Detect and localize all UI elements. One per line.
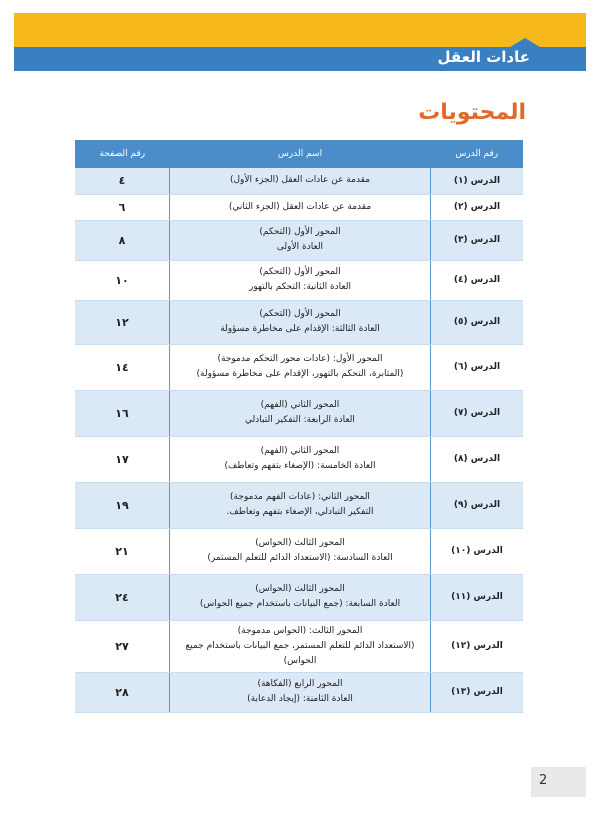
header-banner	[0, 0, 600, 75]
lesson-name-line: المحور الثاني (الفهم)	[260, 446, 340, 456]
table-row	[75, 436, 523, 482]
page-number-cell: ٦	[75, 194, 170, 220]
lesson-name-line: العادة الخامسة: (الإصغاء بتفهم وتعاطف)	[224, 461, 376, 471]
header-lesson-name: اسم الدرس	[170, 140, 431, 168]
page-number-box	[531, 767, 586, 797]
page-number-cell: ١٠	[75, 260, 170, 300]
lesson-name-line: المحور الأول (التحكم)	[259, 309, 341, 319]
table-row	[75, 168, 523, 194]
lesson-name-line: المحور الثالث: (الحواس مدموجة)	[237, 625, 363, 636]
lesson-number-cell: الدرس (٩)	[431, 482, 524, 528]
table-row	[75, 344, 523, 390]
page-number-cell: ١٢	[75, 300, 170, 344]
lesson-name-line: العادة الأولى	[276, 242, 324, 252]
lesson-name-line: العادة السادسة: (الاستعداد الدائم للتعلم المستمر)	[207, 553, 393, 563]
lesson-number-cell: الدرس (٧)	[431, 390, 524, 436]
lesson-name-line: الحواس)	[283, 655, 317, 666]
lesson-name-line: العادة الثالثة: الإقدام على مخاطرة مسؤولة	[220, 324, 380, 334]
page-number-cell: ١٦	[75, 390, 170, 436]
table-row	[75, 528, 523, 574]
table-body	[75, 168, 523, 712]
page-number-cell: ١٧	[75, 436, 170, 482]
table-row	[75, 220, 523, 260]
lesson-name-line: مقدمة عن عادات العقل (الجزء الأول)	[229, 175, 371, 186]
lesson-name-line: العادة الرابعة: التفكير التبادلي	[245, 415, 355, 425]
lesson-name-line: العادة الثانية: التحكم بالتهور	[249, 282, 351, 292]
page-number-cell: ٨	[75, 220, 170, 260]
page-number-cell: ٢٤	[75, 574, 170, 620]
page-number-cell: ٢١	[75, 528, 170, 574]
page-number: 2	[539, 773, 548, 788]
page-number-cell: ١٤	[75, 344, 170, 390]
lesson-name-cell	[170, 344, 431, 390]
header-yellow-bar	[14, 13, 586, 47]
lesson-name-line: المحور الثاني (الفهم)	[260, 400, 340, 410]
lesson-number-cell: الدرس (١٢)	[431, 620, 524, 672]
lesson-number-cell: الدرس (٨)	[431, 436, 524, 482]
lesson-name-cell	[170, 168, 431, 194]
lesson-number-cell: الدرس (٥)	[431, 300, 524, 344]
lesson-name-cell	[170, 220, 431, 260]
table-row	[75, 482, 523, 528]
lesson-name-line: العادة الثامنة: (إيجاد الدعابة)	[247, 694, 353, 704]
lesson-name-cell	[170, 528, 431, 574]
table-row	[75, 390, 523, 436]
lesson-name-cell	[170, 436, 431, 482]
lesson-number-cell: الدرس (١)	[431, 168, 524, 194]
lesson-number-cell: الدرس (٣)	[431, 220, 524, 260]
header-title: عادات العقل	[437, 48, 530, 66]
lesson-number-cell: الدرس (١١)	[431, 574, 524, 620]
lesson-name-cell	[170, 574, 431, 620]
table-row	[75, 194, 523, 220]
lesson-name-line: (الاستعداد الدائم للتعلم المستمر، جمع البيانات باستخدام جميع	[185, 640, 415, 651]
table-header-row	[75, 140, 523, 168]
table-row	[75, 260, 523, 300]
page-number-cell: ٢٧	[75, 620, 170, 672]
lesson-number-cell: الدرس (٤)	[431, 260, 524, 300]
table-row	[75, 300, 523, 344]
lesson-name-line: المحور الأول (التحكم)	[259, 227, 341, 237]
lesson-name-cell	[170, 260, 431, 300]
contents-table	[75, 140, 523, 713]
lesson-name-line: المحور الأول: (عادات محور التحكم مدموجة)	[217, 354, 383, 364]
lesson-name-line: المحور الثاني: (عادات الفهم مدموجة)	[230, 492, 370, 502]
table-row	[75, 574, 523, 620]
lesson-name-line: التفكير التبادلي، الإصغاء بتفهم وتعاطف.	[226, 507, 374, 517]
page-title: المحتويات	[418, 100, 526, 125]
lesson-name-cell	[170, 620, 431, 672]
lesson-number-cell: الدرس (٢)	[431, 194, 524, 220]
lesson-name-cell	[170, 390, 431, 436]
lesson-name-cell	[170, 300, 431, 344]
page-number-cell: ٢٨	[75, 672, 170, 712]
lesson-number-cell: الدرس (١٣)	[431, 672, 524, 712]
table-row	[75, 620, 523, 672]
table-row	[75, 672, 523, 712]
lesson-number-cell: الدرس (١٠)	[431, 528, 524, 574]
lesson-name-line: مقدمة عن عادات العقل (الجزء الثاني)	[228, 201, 372, 212]
lesson-name-line: المحور الأول (التحكم)	[259, 267, 341, 277]
lesson-name-line: (المثابرة، التحكم بالتهور، الإقدام على مخاطرة مسؤولة)	[196, 369, 404, 379]
header-lesson-number: رقم الدرس	[431, 140, 524, 168]
lesson-name-cell	[170, 672, 431, 712]
lesson-name-line: العادة السابعة: (جمع البيانات باستخدام جميع الحواس)	[199, 599, 401, 609]
lesson-name-line: المحور الثالث (الحواس)	[255, 584, 345, 594]
lesson-name-line: المحور الثالث (الحواس)	[255, 538, 345, 548]
lesson-name-line: المحور الرابع (الفكاهة)	[257, 679, 343, 689]
lesson-number-cell: الدرس (٦)	[431, 344, 524, 390]
header-page-number: رقم الصفحة	[75, 140, 170, 168]
lesson-name-cell	[170, 482, 431, 528]
page-number-cell: ١٩	[75, 482, 170, 528]
page-number-cell: ٤	[75, 168, 170, 194]
lesson-name-cell	[170, 194, 431, 220]
